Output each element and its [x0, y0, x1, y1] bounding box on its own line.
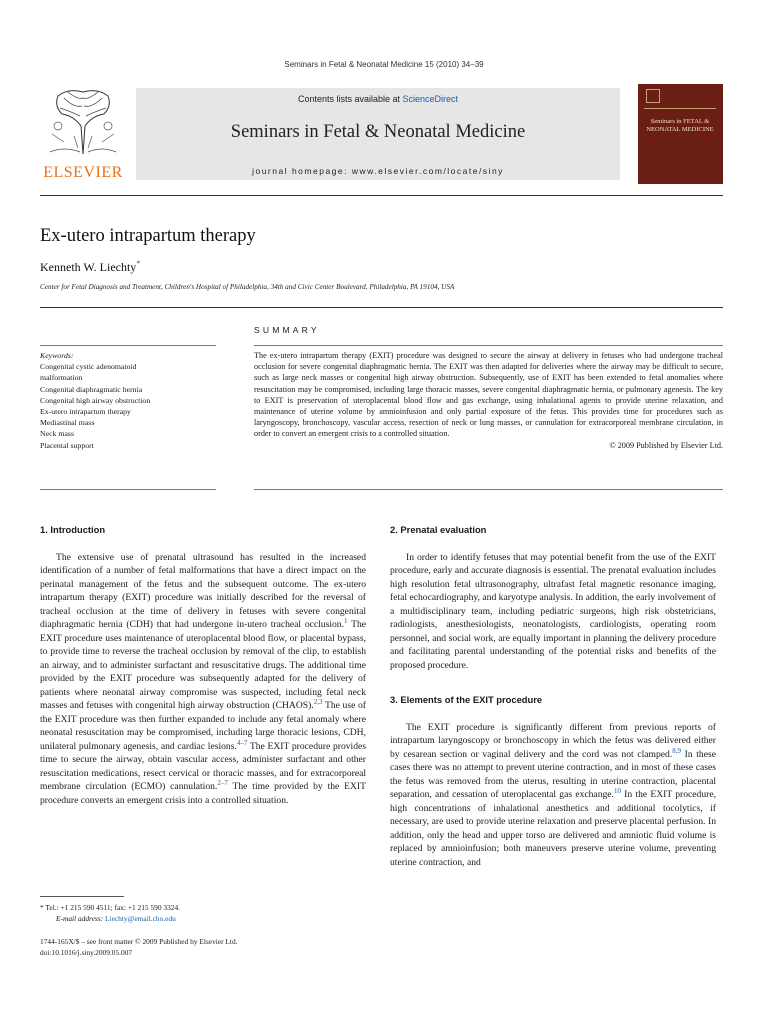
sciencedirect-link[interactable]: ScienceDirect [402, 94, 459, 104]
intro-text: The EXIT procedure provides time to secure the airway, obtain vascular access, administer surfactant and other resuscitation medications, resect cervical or thoracic masses, and for extracorporeal membrane circulation (ECMO) cannulation. [40, 740, 366, 792]
masthead-bottom-rule [40, 195, 723, 196]
journal-homepage[interactable]: journal homepage: www.elsevier.com/locate/siny [252, 166, 504, 176]
footnote-mark: * [40, 903, 44, 912]
section-heading-prenatal-evaluation: 2. Prenatal evaluation [390, 524, 487, 535]
intro-text: The use of the EXIT procedure was then further expanded to include any fetal anomaly where neonatal resuscitation may be compromised, including large thoracic lesions, CDH, unilateral pulmonary agenesis, and cardiac lesions. [40, 700, 366, 752]
abstract-copyright: © 2009 Published by Elsevier Ltd. [609, 440, 723, 450]
article-author [40, 259, 140, 275]
left-column [40, 523, 366, 807]
email-link[interactable]: Liechty@email.cho.edu [105, 913, 176, 923]
summary-heading: SUMMARY [254, 325, 320, 335]
citation-link[interactable]: 4–7 [236, 738, 248, 747]
contents-availability [136, 94, 620, 104]
affiliation-rule [40, 307, 723, 308]
keyword: Ex-utero intrapartum therapy [40, 407, 131, 417]
section-heading-introduction: 1. Introduction [40, 524, 106, 535]
masthead-band [136, 88, 620, 180]
running-head: Seminars in Fetal & Neonatal Medicine 15 (2010) 34–39 [284, 60, 484, 69]
footnote-phone: Tel.: +1 215 590 4511; fax: +1 215 590 3324. [43, 903, 181, 912]
author-footnote [40, 903, 366, 924]
introduction-paragraph [40, 551, 366, 808]
keywords-box [40, 345, 216, 490]
imprint-doi[interactable]: doi:10.1016/j.siny.2009.05.007 [40, 947, 133, 957]
elsevier-logo [40, 84, 126, 184]
intro-text: The EXIT procedure uses maintenance of uteroplacental blood flow, or placental bypass, to provide time to reverse the tracheal occlusion by removal of the clip, to establish an airway, and to administer surfactant and resuscitative drugs. The additional time provided by the EXIT procedure was subsequently adapted for the delivery of patients where neonatal airway compromise was suspected, including fetal neck masses and fetuses with congenital high airway obstruction (CHAOS). [40, 619, 366, 711]
elements-text: The EXIT procedure is significantly different from previous reports of intrapartum laryngoscopy or bronchoscopy in which the fetus was delivered either by cesarean section or vaginal delivery and the cord was not clamped. [390, 721, 716, 760]
section-gap [390, 672, 716, 693]
author-footnote-mark[interactable]: * [136, 259, 141, 268]
citation-link[interactable]: 10 [613, 786, 621, 795]
cover-logo-icon [646, 89, 660, 103]
elsevier-wordmark: ELSEVIER [43, 164, 123, 181]
intro-text: The extensive use of prenatal ultrasound has resulted in the increased identification of a number of fetal malformations that have a direct impact on the perinatal management of the fetus and the subsequent outcome. The ex-utero intrapartum therapy (EXIT) procedure was initially described for the reversal of tracheal occlusion at the time of delivery in fetuses with severe congenital diaphragmatic hernia (CDH) that had undergone in-utero tracheal occlusion. [40, 551, 366, 630]
prenatal-paragraph: In order to identify fetuses that may potential benefit from the use of the EXIT procedure, early and accurate diagnosis is essential. The prenatal evaluation includes high resolution fetal ultrasonography, ultrafast fetal magnetic resonance imaging, fetal echocardiography, and karyotype analysis. In addition, the early involvement of a multidisciplinary team, including pediatric surgeons, high risk obstetricians, radiologists, anesthesiologists, neonatologists, cardiologists, operating room personnel, and social work, are equally important in planning the delivery procedure and facilitating parental understanding of the potential risks and benefits of the proposed procedure. [390, 551, 716, 671]
intro-text: The time provided by the EXIT procedure converts an emergent crisis into a controlled situation. [40, 781, 366, 806]
section-heading-exit-elements: 3. Elements of the EXIT procedure [390, 694, 543, 705]
email-label: E-mail address: [56, 913, 105, 923]
elements-text: In the EXIT procedure, high concentrations of inhalational anesthetics and additional tocolytics, if necessary, are used to provide uterine relaxation and preserve placental perfusion. In addition, only the head and upper torso are delivered and amniotic fluid volume is replaced by amnioinfusion; both maneuvers preserve uterine volume, preventing uterine contraction, and [390, 789, 716, 868]
citation-link[interactable]: 8,9 [672, 746, 681, 755]
keyword: Placental support [40, 440, 94, 450]
keyword: Congenital diaphragmatic hernia [40, 384, 143, 394]
article-title: Ex-utero intrapartum therapy [40, 226, 256, 246]
abstract-text: The ex-utero intrapartum therapy (EXIT) procedure was designed to secure the airway at delivery in fetuses who had undergone tracheal occlusion for severe congenital diaphragmatic hernia. The EXIT was then adapted for deliveries where the airway may be difficult to secure, such as large neck masses or congenital high airway obstruction. Subsequently, use of EXIT has been extended to fetal anomalies where resuscitation may be compromised, including large thoracic masses, severe congenital diaphragmatic hernia, or pulmonary agenesis. The key to EXIT is preservation of uteroplacental blood flow and gas exchange, using inhalational agents to provide uterine relaxation, and maintenance of uterine volume by amnioinfusion and only partial exposure of the fetus. This provides time for procedures such as laryngoscopy, bronchoscopy, vascular access, resection of neck or lung masses, or cannulation for extracorporeal membrane circulation, in order to convert an emergent crisis to a controlled situation. [254, 351, 723, 439]
citation-link[interactable]: 2,3 [313, 697, 323, 706]
footnote-rule [40, 896, 124, 897]
elements-paragraph [390, 721, 716, 870]
right-column [390, 523, 716, 869]
citation-link[interactable]: 1 [344, 616, 348, 625]
journal-masthead [40, 84, 723, 184]
keywords-label: Keywords: [40, 351, 74, 360]
author-affiliation: Center for Fetal Diagnosis and Treatment, Children's Hospital of Philadelphia, 34th and Civic Center Boulevard, Philadelphia, PA 19104, USA [40, 283, 455, 291]
keyword: malformation [40, 373, 83, 383]
imprint [40, 937, 366, 958]
keyword: Congenital cystic adenomatoid [40, 362, 137, 372]
journal-title: Seminars in Fetal & Neonatal Medicine [230, 122, 526, 142]
keyword: Mediastinal mass [40, 418, 95, 428]
cover-title: Seminars in FETAL & NEONATAL MEDICINE [646, 118, 714, 133]
journal-cover-thumbnail [638, 84, 723, 184]
citation-link[interactable]: 2–7 [217, 778, 228, 787]
elements-text: In these cases there was no attempt to prevent uterine contraction, and in most of these cases the fetus was removed from the uterus, resulting in uterine contraction, placental separation, and cessation of uteroplacental gas exchange. [390, 748, 716, 800]
footnote-email-line [40, 914, 366, 925]
author-name: Kenneth W. Liechty [40, 260, 137, 274]
keyword: Neck mass [40, 429, 74, 439]
elsevier-tree-icon [44, 86, 122, 156]
contents-prefix: Contents lists available at [297, 94, 403, 104]
footnote-contact [40, 903, 366, 914]
imprint-front-matter: 1744-165X/$ – see front matter © 2009 Published by Elsevier Ltd. [40, 937, 238, 946]
keyword: Congenital high airway obstruction [40, 395, 151, 405]
cover-rule [644, 108, 716, 109]
abstract-box [254, 345, 723, 490]
